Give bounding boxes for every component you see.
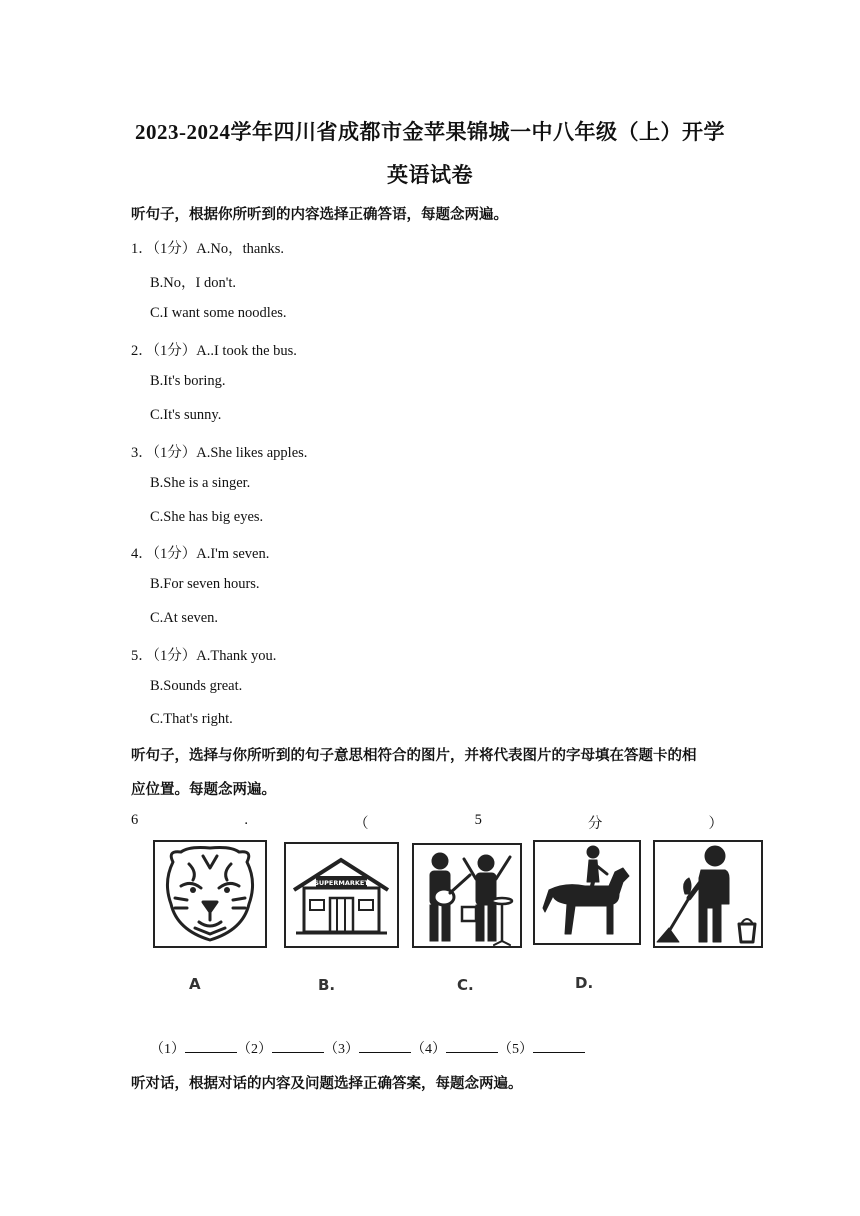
picture-e (653, 840, 763, 948)
question-dot: . (244, 812, 248, 828)
picture-label-a: A (189, 975, 201, 993)
paren-close: ） (708, 816, 723, 832)
option-c: C.She has big eyes. (150, 509, 264, 525)
option-c: C.It's sunny. (150, 407, 222, 423)
score-value: 5 (474, 812, 482, 828)
option-c: C.That's right. (150, 711, 233, 727)
blank-label-4: （4） (411, 1042, 446, 1057)
answer-blanks (150, 1038, 585, 1058)
question-number: 2．（1分） (131, 343, 197, 359)
question-number: 1．（1分） (131, 241, 197, 257)
blank-label-1: （1） (150, 1042, 185, 1057)
answer-blank-1[interactable] (185, 1040, 237, 1053)
question-1 (131, 237, 284, 258)
exam-title-line2: 英语试卷 (387, 163, 473, 187)
picture-label-d: D. (575, 974, 594, 992)
option-a: A.No，thanks. (196, 241, 285, 257)
picture-label-b: B. (318, 976, 336, 994)
paren-open: （ (354, 816, 369, 832)
score-unit: 分 (587, 816, 603, 832)
question-4 (131, 542, 269, 563)
supermarket-sign-text: SUPERMARKET (314, 879, 369, 887)
picture-label-c: C. (457, 976, 474, 994)
question-number: 4．（1分） (131, 546, 197, 562)
question-6-header (131, 812, 723, 833)
section-instruction-3: 听对话，根据对话的内容及问题选择正确答案，每题念两遍。 (131, 1076, 523, 1092)
blank-label-3: （3） (324, 1042, 359, 1057)
picture-a (153, 840, 267, 948)
question-3 (131, 441, 307, 462)
musicians-icon (414, 845, 520, 946)
option-b: B.She is a singer. (150, 475, 251, 491)
cleaning-person-icon (655, 842, 761, 946)
answer-blank-3[interactable] (359, 1040, 411, 1053)
exam-title-line1: 2023-2024学年四川省成都市金苹果锦城一中八年级（上）开学 (135, 120, 725, 144)
option-c: C.At seven. (150, 610, 219, 626)
option-b: B.Sounds great. (150, 678, 243, 694)
section-instruction-1: 听句子，根据你所听到的内容选择正确答语，每题念两遍。 (131, 207, 508, 223)
answer-blank-5[interactable] (533, 1040, 585, 1053)
question-number: 6 (131, 812, 139, 828)
question-number: 5．（1分） (131, 648, 197, 664)
option-a: A.I'm seven. (196, 546, 270, 562)
blank-label-5: （5） (498, 1042, 533, 1057)
option-a: A.She likes apples. (196, 445, 308, 461)
section-instruction-2a: 听句子，选择与你所听到的句子意思相符合的图片，并将代表图片的字母填在答题卡的相 (131, 748, 697, 764)
picture-c (412, 843, 522, 948)
option-b: B.No，I don't. (150, 275, 236, 291)
option-a: A..I took the bus. (196, 343, 297, 359)
picture-d (533, 840, 641, 945)
option-b: B.It's boring. (150, 373, 226, 389)
picture-b (284, 842, 399, 948)
question-5 (131, 644, 276, 665)
blank-label-2: （2） (237, 1042, 272, 1057)
section-instruction-2b: 应位置。每题念两遍。 (131, 782, 276, 798)
answer-blank-4[interactable] (446, 1040, 498, 1053)
option-c: C.I want some noodles. (150, 305, 287, 321)
horse-rider-icon (535, 842, 639, 943)
option-b: B.For seven hours. (150, 576, 260, 592)
option-a: A.Thank you. (196, 648, 277, 664)
question-2 (131, 339, 297, 360)
question-number: 3．（1分） (131, 445, 197, 461)
supermarket-icon (286, 844, 397, 946)
tiger-icon (155, 842, 265, 946)
answer-blank-2[interactable] (272, 1040, 324, 1053)
